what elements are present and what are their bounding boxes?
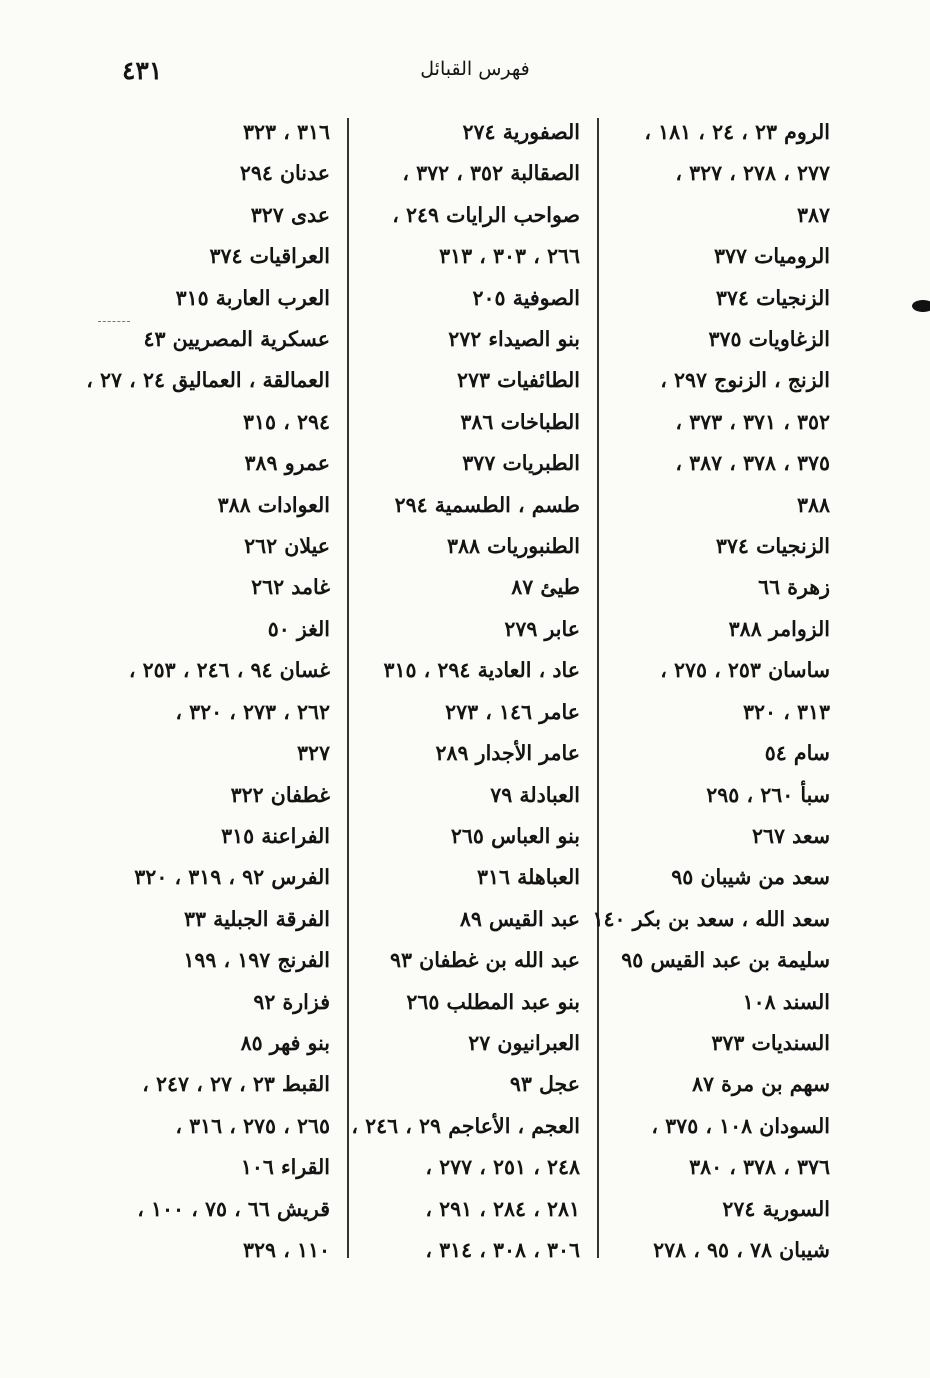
index-entry: ٢٩٤ ، ٣١٥ (243, 409, 330, 434)
index-entry: فزارة ٩٢ (253, 989, 330, 1014)
index-entry: العرب العاربة ٣١٥ (175, 285, 330, 310)
index-entry: ٢٦٥ ، ٢٧٥ ، ٣١٦ ، (175, 1113, 330, 1138)
index-entry: السند ١٠٨ (742, 989, 830, 1014)
index-entry: ٣٧٥ ، ٣٧٨ ، ٣٨٧ ، (675, 451, 830, 476)
index-entry: عامر ١٤٦ ، ٢٧٣ (445, 699, 580, 724)
index-entry: بنو العباس ٢٦٥ (450, 823, 580, 848)
index-entry: سام ٥٤ (764, 741, 830, 766)
index-entry: العجم ، الأعاجم ٢٩ ، ٢٤٦ ، (351, 1113, 580, 1138)
index-entry: السنديات ٣٧٣ (711, 1030, 830, 1055)
index-entry: الزوامر ٣٨٨ (728, 616, 830, 641)
index-entry: ٢٨١ ، ٢٨٤ ، ٢٩١ ، (425, 1196, 580, 1221)
index-entry: ٣١٣ ، ٣٢٠ (743, 699, 830, 724)
index-entry: شيبان ٧٨ ، ٩٥ ، ٢٧٨ (653, 1237, 830, 1262)
index-entry: العوادات ٣٨٨ (217, 492, 330, 517)
index-entry: ٣٨٧ (796, 202, 830, 227)
index-entry: الصفورية ٢٧٤ (462, 120, 580, 144)
index-entry: عابر ٢٧٩ (504, 616, 580, 641)
index-column-left (86, 112, 330, 1271)
index-entry: الغز ٥٠ (267, 616, 330, 641)
index-entry: العباهلة ٣١٦ (476, 865, 580, 890)
index-column-right (592, 112, 830, 1271)
index-entry: سهم بن مرة ٨٧ (691, 1072, 830, 1097)
index-entry: الطباخات ٣٨٦ (460, 409, 580, 434)
index-entry: عجل ٩٣ (509, 1072, 580, 1097)
index-entry: الزنجيات ٣٧٤ (715, 534, 830, 559)
index-entry: الفرس ٩٢ ، ٣١٩ ، ٣٢٠ (134, 865, 330, 890)
index-entry: الروميات ٣٧٧ (713, 244, 830, 269)
index-entry: العبادلة ٧٩ (490, 782, 580, 807)
index-entry: عمرو ٣٨٩ (244, 451, 330, 476)
index-entry: الزنجيات ٣٧٤ (715, 285, 830, 310)
index-entry: ٣٥٢ ، ٣٧١ ، ٣٧٣ ، (675, 409, 830, 434)
index-entry: الصقالبة ٣٥٢ ، ٣٧٢ ، (402, 161, 580, 186)
index-entry: الروم ٢٣ ، ٢٤ ، ١٨١ ، (644, 120, 830, 144)
page-number: ٤٣١ (122, 56, 163, 85)
index-entry: بنو عبد المطلب ٢٦٥ (406, 989, 580, 1014)
index-entry: سعد من شيبان ٩٥ (671, 865, 830, 890)
index-entry: ٢٦٢ ، ٢٧٣ ، ٣٢٠ ، (175, 699, 330, 724)
index-entry: غطفان ٣٢٢ (230, 782, 330, 807)
index-entry: عيلان ٢٦٢ (244, 534, 330, 559)
index-entry: الطبريات ٣٧٧ (462, 451, 580, 476)
running-title: فهرس القبائل (420, 58, 530, 80)
index-entry: ٣٨٨ (796, 492, 830, 517)
index-entry: غامد ٢٦٢ (251, 575, 330, 600)
index-entry: القبط ٢٣ ، ٢٧ ، ٢٤٧ ، (142, 1072, 330, 1097)
index-entry: عاد ، العادية ٢٩٤ ، ٣١٥ (383, 658, 580, 683)
index-entry: العبرانيون ٢٧ (468, 1030, 580, 1055)
index-entry: سعد الله ، سعد بن بكر ١٤٠ (592, 906, 830, 931)
index-entry: السورية ٢٧٤ (722, 1196, 830, 1221)
index-entry: عبد الله بن غطفان ٩٣ (390, 948, 580, 973)
index-entry: ٢٤٨ ، ٢٥١ ، ٢٧٧ ، (425, 1155, 580, 1180)
index-entry: عامر الأجدار ٢٨٩ (435, 741, 580, 766)
index-column-middle (351, 112, 580, 1271)
index-entry: العراقيات ٣٧٤ (209, 244, 330, 269)
index-entry: ساسان ٢٥٣ ، ٢٧٥ ، (660, 658, 830, 683)
index-entry: الفرنج ١٩٧ ، ١٩٩ (183, 948, 330, 973)
index-entry: الزنج ، الزنوج ٢٩٧ ، (660, 368, 830, 393)
index-entry: القراء ١٠٦ (240, 1155, 330, 1180)
index-entry: عسكرية المصريين ٤٣ (143, 327, 330, 352)
index-entry: سليمة بن عبد القيس ٩٥ (621, 948, 830, 973)
index-entry: ٢٧٧ ، ٢٧٨ ، ٣٢٧ ، (675, 161, 830, 186)
index-entry: ٣٧٦ ، ٣٧٨ ، ٣٨٠ (689, 1155, 830, 1180)
index-entry: الفراعنة ٣١٥ (221, 823, 330, 848)
index-entry: الطائفيات ٢٧٣ (457, 368, 580, 393)
index-entry: ٢٦٦ ، ٣٠٣ ، ٣١٣ (439, 244, 580, 269)
column-divider-left (347, 118, 349, 1258)
index-entry: صواحب الرايات ٢٤٩ ، (392, 202, 580, 227)
index-entry: طسم ، الطسمية ٢٩٤ (394, 492, 580, 517)
index-entry: سبأ ٢٦٠ ، ٢٩٥ (706, 782, 830, 807)
index-entry: العمالقة ، العماليق ٢٤ ، ٢٧ ، (86, 368, 330, 393)
index-entry: الزغاويات ٣٧٥ (708, 327, 830, 352)
index-entry: الصوفية ٢٠٥ (472, 285, 580, 310)
index-entry: سعد ٢٦٧ (751, 823, 830, 848)
index-entry: عدى ٣٢٧ (250, 202, 330, 227)
index-entry: الطنبوريات ٣٨٨ (446, 534, 580, 559)
index-entry: زهرة ٦٦ (758, 575, 830, 600)
index-entry: ٣٠٦ ، ٣٠٨ ، ٣١٤ ، (425, 1237, 580, 1262)
index-entry: عبد القيس ٨٩ (459, 906, 580, 931)
margin-ink-mark (912, 300, 930, 312)
index-entry: عدنان ٢٩٤ (239, 161, 330, 186)
index-entry: الفرقة الجبلية ٣٣ (183, 906, 330, 931)
index-entry: ١١٠ ، ٣٢٩ (243, 1237, 330, 1262)
index-entry: ٣٢٧ (296, 741, 330, 766)
index-entry: قريش ٦٦ ، ٧٥ ، ١٠٠ ، (137, 1196, 330, 1221)
index-entry: غسان ٩٤ ، ٢٤٦ ، ٢٥٣ ، (128, 658, 330, 683)
index-entry: طيئ ٨٧ (511, 575, 580, 600)
index-entry: بنو فهر ٨٥ (240, 1030, 330, 1055)
index-entry: السودان ١٠٨ ، ٣٧٥ ، (651, 1113, 830, 1138)
column-divider-right (597, 118, 599, 1258)
index-entry: ٣١٦ ، ٣٢٣ (243, 120, 330, 144)
index-entry: بنو الصيداء ٢٧٢ (448, 327, 580, 352)
